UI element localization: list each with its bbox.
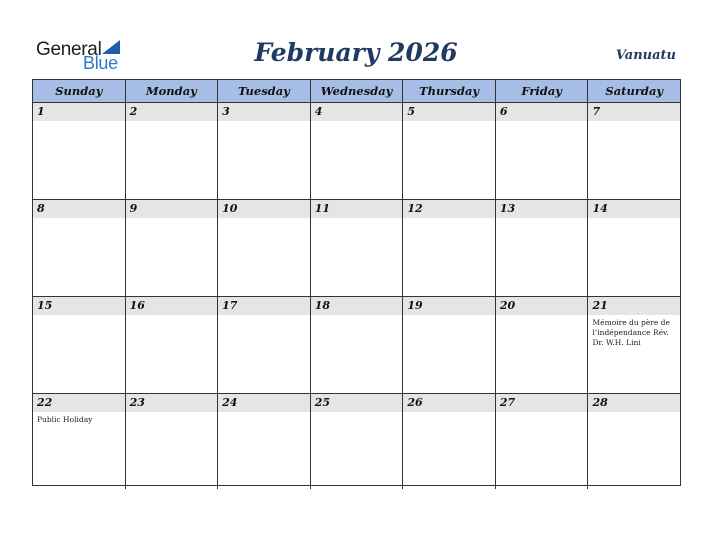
day-event-text xyxy=(218,121,310,124)
day-number: 2 xyxy=(126,103,218,121)
day-cell[interactable] xyxy=(218,103,311,199)
day-number: 25 xyxy=(311,394,403,412)
day-number: 1 xyxy=(33,103,125,121)
day-cell[interactable] xyxy=(496,200,589,296)
day-event-text xyxy=(588,412,680,415)
day-number: 22 xyxy=(33,394,125,412)
day-cell[interactable] xyxy=(126,297,219,393)
day-event-text xyxy=(126,412,218,415)
day-number: 14 xyxy=(588,200,680,218)
logo-text-general: General xyxy=(36,39,102,60)
weekday-wednesday: Wednesday xyxy=(311,80,404,102)
day-event-text xyxy=(33,218,125,221)
day-number: 13 xyxy=(496,200,588,218)
day-event-text xyxy=(126,218,218,221)
logo-text-blue: Blue xyxy=(83,53,118,73)
day-cell[interactable] xyxy=(218,394,311,489)
day-event-text xyxy=(496,315,588,318)
day-event-text xyxy=(218,218,310,221)
day-number: 4 xyxy=(311,103,403,121)
day-cell[interactable] xyxy=(33,103,126,199)
day-event-text xyxy=(496,218,588,221)
day-number: 26 xyxy=(403,394,495,412)
day-cell[interactable] xyxy=(588,394,680,489)
day-cell[interactable] xyxy=(218,297,311,393)
week-row xyxy=(33,200,680,297)
day-number: 20 xyxy=(496,297,588,315)
day-event-text xyxy=(496,412,588,415)
day-cell[interactable] xyxy=(588,103,680,199)
day-number: 17 xyxy=(218,297,310,315)
day-event-text xyxy=(218,315,310,318)
day-number: 6 xyxy=(496,103,588,121)
day-event-text xyxy=(311,412,403,415)
day-number: 8 xyxy=(33,200,125,218)
calendar-title: February 2026 xyxy=(254,38,458,67)
day-cell[interactable] xyxy=(496,394,589,489)
day-number: 15 xyxy=(33,297,125,315)
day-event-text xyxy=(403,121,495,124)
day-event-text xyxy=(496,121,588,124)
day-cell[interactable] xyxy=(218,200,311,296)
day-event-text xyxy=(33,121,125,124)
country-label: Vanuatu xyxy=(615,48,676,63)
day-number: 27 xyxy=(496,394,588,412)
weekday-header-row xyxy=(33,80,680,103)
weekday-thursday: Thursday xyxy=(403,80,496,102)
weeks-container xyxy=(33,103,680,489)
day-event-text xyxy=(311,218,403,221)
day-event-text xyxy=(33,315,125,318)
day-cell[interactable] xyxy=(496,297,589,393)
day-event-text xyxy=(311,121,403,124)
day-number: 5 xyxy=(403,103,495,121)
day-cell[interactable] xyxy=(126,394,219,489)
calendar-grid xyxy=(32,79,681,486)
day-event-text xyxy=(126,121,218,124)
day-number: 3 xyxy=(218,103,310,121)
day-event-text xyxy=(588,218,680,221)
weekday-monday: Monday xyxy=(126,80,219,102)
day-cell[interactable] xyxy=(311,200,404,296)
day-event-text xyxy=(403,412,495,415)
day-cell[interactable] xyxy=(33,394,126,489)
day-event-text xyxy=(403,218,495,221)
day-event-text: Mémoire du père de l’indépendance Rév. Dr. W.H. Lini xyxy=(592,318,670,347)
day-number: 23 xyxy=(126,394,218,412)
day-number: 7 xyxy=(588,103,680,121)
day-event-text xyxy=(588,121,680,124)
weekday-tuesday: Tuesday xyxy=(218,80,311,102)
week-row xyxy=(33,394,680,489)
day-cell[interactable] xyxy=(33,297,126,393)
day-number: 21 xyxy=(588,297,680,315)
day-cell[interactable] xyxy=(311,394,404,489)
day-cell[interactable] xyxy=(403,394,496,489)
day-cell[interactable] xyxy=(33,200,126,296)
day-cell[interactable] xyxy=(403,200,496,296)
day-event-text xyxy=(218,412,310,415)
day-cell[interactable] xyxy=(126,200,219,296)
day-cell[interactable] xyxy=(588,297,680,393)
day-cell[interactable] xyxy=(311,103,404,199)
day-cell[interactable] xyxy=(403,297,496,393)
day-number: 28 xyxy=(588,394,680,412)
week-row xyxy=(33,297,680,394)
day-cell[interactable] xyxy=(496,103,589,199)
day-event-text: Public Holiday xyxy=(37,415,93,424)
day-number: 24 xyxy=(218,394,310,412)
day-number: 10 xyxy=(218,200,310,218)
day-cell[interactable] xyxy=(588,200,680,296)
day-number: 18 xyxy=(311,297,403,315)
weekday-saturday: Saturday xyxy=(605,84,664,98)
day-event-text xyxy=(311,315,403,318)
weekday-sunday: Sunday xyxy=(33,80,126,102)
day-cell[interactable] xyxy=(126,103,219,199)
day-number: 19 xyxy=(403,297,495,315)
day-number: 9 xyxy=(126,200,218,218)
day-event-text xyxy=(126,315,218,318)
week-row xyxy=(33,103,680,200)
weekday-friday: Friday xyxy=(496,80,589,102)
day-number: 16 xyxy=(126,297,218,315)
day-cell[interactable] xyxy=(311,297,404,393)
day-number: 12 xyxy=(403,200,495,218)
day-cell[interactable] xyxy=(403,103,496,199)
day-number: 11 xyxy=(311,200,403,218)
day-event-text xyxy=(403,315,495,318)
